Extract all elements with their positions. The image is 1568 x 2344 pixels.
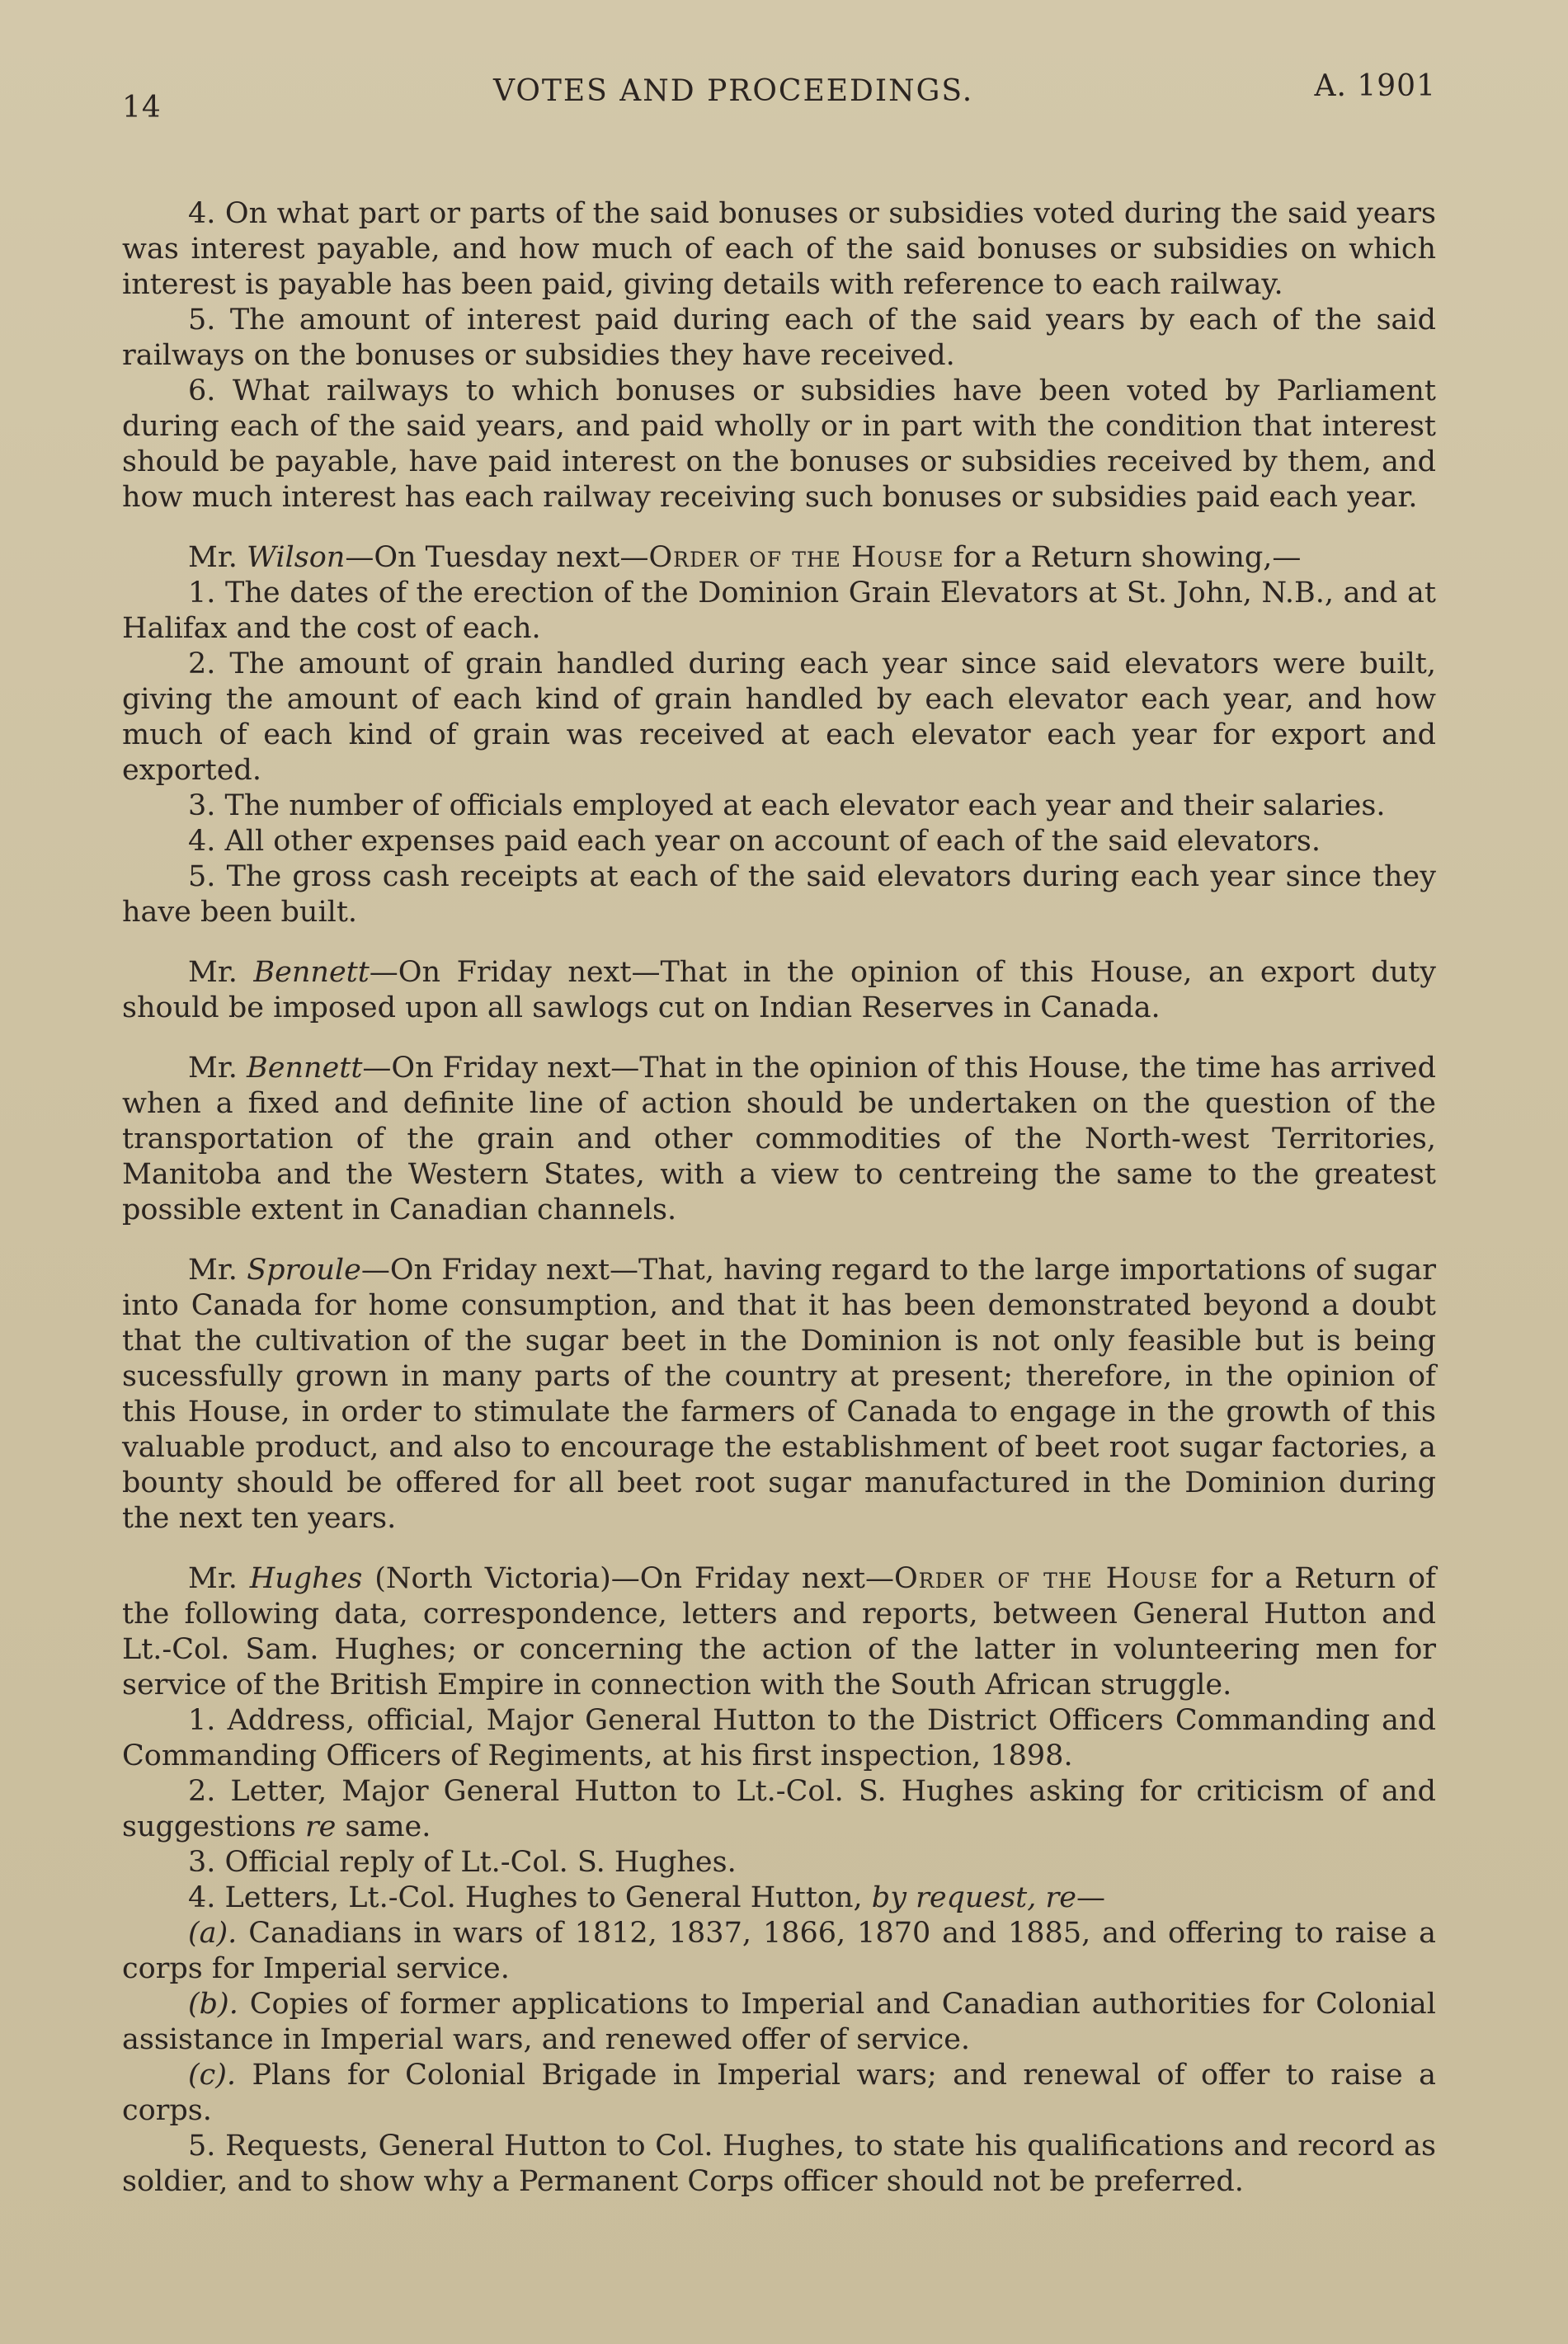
mover-name: Sproule [247,1254,361,1287]
hughes-item-4a: (a). Canadians in wars of 1812, 1837, 1866, 1870 and 1885, and offering to raise a corps for Imperial service. [122,1917,1436,1985]
page-header [122,66,1436,124]
order-of-the-house: Order of the House [893,1562,1199,1595]
page-body [122,196,1436,2200]
hughes-item-3: 3. Official reply of Lt.-Col. S. Hughes. [188,1846,737,1879]
order-of-the-house: Order of the House [648,541,944,574]
motion-bennett-transportation: Mr. Bennett—On Friday next—That in the opinion of this House, the time has arrived when a fixed and definite line of action should be undertaken on the question of the transportation of the grain and other commodities of the North-west Territories, Manitoba and the Western States, with a view to centreing the same to the greatest possible extent in Canadian channels. [122,1052,1436,1226]
wilson-item-4: 4. All other expenses paid each year on account of each of the said elevators. [188,825,1321,858]
wilson-item-2: 2. The amount of grain handled during each year since said elevators were built, giving the amount of each kind of grain handled by each elevator each year, and how much of each kind of grain was received at each elevator each year for export and exported. [122,647,1436,787]
motion-wilson: Mr. Wilson—On Tuesday next—Order of the House for a Return showing,— [188,541,1302,574]
hughes-item-4: 4. Letters, Lt.-Col. Hughes to General Hutton, by request, re— [188,1881,1105,1914]
hughes-item-1: 1. Address, official, Major General Hutton to the District Officers Commanding and Commanding Officers of Regiments, at his first inspection, 1898. [122,1704,1436,1772]
motion-sproule: Mr. Sproule—On Friday next—That, having regard to the large importations of sugar into Canada for home consumption, and that it has been demonstrated beyond a doubt that the cultivation of the sugar beet in the Dominion is not only feasible but is being sucessfully grown in many parts of the country at present; therefore, in the opinion of this House, in order to stimulate the farmers of Canada to engage in the growth of this valuable product, and also to encourage the establishment of beet root sugar factories, a bounty should be offered for all beet root sugar manufactured in the Dominion during the next ten years. [122,1254,1437,1535]
mover-name: Hughes [249,1562,363,1595]
page-number: 14 [122,91,162,125]
wilson-item-5: 5. The gross cash receipts at each of the said elevators during each year since they have been built. [122,860,1436,929]
paragraph-item-4: 4. On what part or parts of the said bonuses or subsidies voted during the said years was interest payable, and how much of each of the said bonuses or subsidies on which interest is payable has been paid, giving details with reference to each railway. [122,197,1436,301]
mover-name: Wilson [246,541,346,574]
session-label: A. 1901 [1314,69,1436,103]
hughes-item-5: 5. Requests, General Hutton to Col. Hughes, to state his qualifications and record as soldier, and to show why a Permanent Corps officer should not be preferred. [122,2130,1436,2198]
hughes-item-2: 2. Letter, Major General Hutton to Lt.-Col. S. Hughes asking for criticism of and suggestions re same. [122,1775,1436,1843]
motion-hughes: Mr. Hughes (North Victoria)—On Friday next—Order of the House for a Return of the following data, correspondence, letters and reports, between General Hutton and Lt.-Col. Sam. Hughes; or concerning the action of the latter in volunteering men for service of the British Empire in connection with the South African struggle. [122,1562,1436,1702]
wilson-item-1: 1. The dates of the erection of the Dominion Grain Elevators at St. John, N.B., and at Halifax and the cost of each. [122,577,1436,645]
motion-bennett-export-duty: Mr. Bennett—On Friday next—That in the opinion of this House, an export duty should be imposed upon all sawlogs cut on Indian Reserves in Canada. [122,956,1436,1024]
wilson-item-3: 3. The number of officials employed at each elevator each year and their salaries. [188,789,1386,822]
running-title: VOTES AND PROCEEDINGS. [493,74,974,108]
mover-name: Bennett [247,1052,363,1085]
hughes-item-4b: (b). Copies of former applications to Imperial and Canadian authorities for Colonial assistance in Imperial wars, and renewed offer of service. [122,1988,1436,2056]
paragraph-item-5: 5. The amount of interest paid during each of the said years by each of the said railways on the bonuses or subsidies they have received. [122,304,1436,372]
hughes-item-4c: (c). Plans for Colonial Brigade in Imperial wars; and renewal of offer to raise a corps. [122,2059,1436,2127]
mover-name: Bennett [253,956,370,989]
paragraph-item-6: 6. What railways to which bonuses or subsidies have been voted by Parliament during each of the said years, and paid wholly or in part with the condition that interest should be payable, have paid interest on the bonuses or subsidies received by them, and how much interest has each railway receiving such bonuses or subsidies paid each year. [122,374,1436,514]
